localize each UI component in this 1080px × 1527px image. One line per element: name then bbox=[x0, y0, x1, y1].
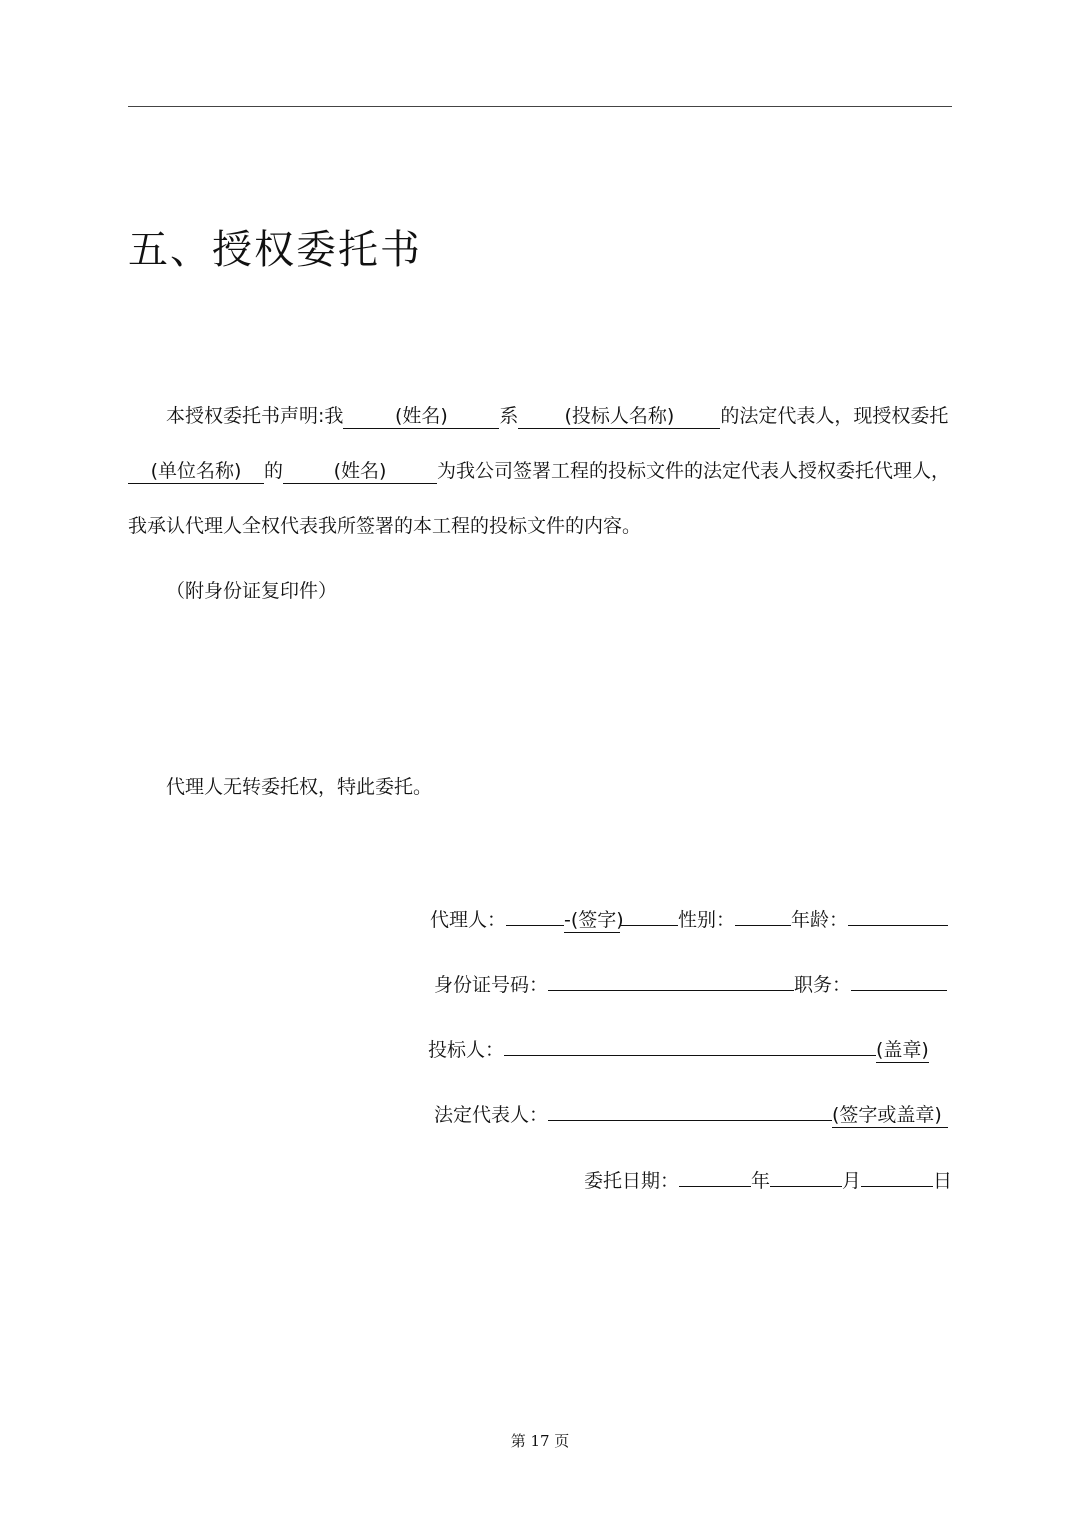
bidder-name-field: (投标人名称) bbox=[518, 404, 720, 429]
gender-label: 性别： bbox=[678, 909, 736, 931]
declaration-text: 本授权委托书声明:我 bbox=[166, 405, 344, 427]
agent-blank-2 bbox=[620, 903, 678, 926]
id-number-label: 身份证号码： bbox=[434, 974, 549, 996]
agent-row bbox=[430, 903, 948, 934]
position-blank bbox=[851, 968, 947, 991]
age-label: 年龄： bbox=[791, 909, 849, 931]
de-text: 的 bbox=[264, 460, 284, 482]
page-title: 五、授权委托书 bbox=[128, 227, 422, 273]
agent-sign-note: -(签字) bbox=[564, 909, 624, 931]
header-rule bbox=[128, 106, 952, 107]
id-row bbox=[434, 968, 947, 999]
para1-line1 bbox=[166, 402, 948, 430]
legal-rep-label: 法定代表人： bbox=[434, 1104, 549, 1126]
year-label: 年 bbox=[751, 1170, 771, 1192]
legal-rep-text: 的法定代表人，现授权委托 bbox=[720, 405, 949, 427]
attachment-note: （附身份证复印件） bbox=[166, 580, 338, 602]
bidder-label: 投标人： bbox=[428, 1039, 505, 1061]
gender-blank bbox=[735, 903, 791, 926]
date-row bbox=[584, 1164, 952, 1195]
month-label: 月 bbox=[842, 1170, 862, 1192]
sign-or-seal-note: (签字或盖章) bbox=[832, 1103, 948, 1128]
unit-name-field: (单位名称) bbox=[128, 459, 264, 484]
id-number-blank bbox=[548, 968, 794, 991]
authorization-text: 为我公司签署工程的投标文件的法定代表人授权委托代理人， bbox=[437, 460, 951, 482]
bidder-row bbox=[428, 1033, 929, 1064]
para1-line2 bbox=[128, 457, 950, 485]
age-blank bbox=[848, 903, 948, 926]
para1-line3: 我承认代理人全权代表我所签署的本工程的投标文件的内容。 bbox=[128, 515, 642, 537]
day-label: 日 bbox=[933, 1170, 953, 1192]
position-label: 职务： bbox=[794, 974, 852, 996]
page-number: 第 17 页 bbox=[510, 1432, 570, 1450]
name-field: (姓名) bbox=[343, 404, 499, 429]
year-blank bbox=[679, 1164, 751, 1187]
legal-rep-row bbox=[434, 1098, 948, 1129]
of-text: 系 bbox=[499, 405, 519, 427]
bidder-blank bbox=[504, 1033, 876, 1056]
date-label: 委托日期： bbox=[584, 1170, 680, 1192]
legal-rep-blank bbox=[548, 1098, 832, 1121]
day-blank bbox=[861, 1164, 933, 1187]
agent-label: 代理人： bbox=[430, 909, 507, 931]
agent-name-field: (姓名) bbox=[283, 459, 437, 484]
month-blank bbox=[770, 1164, 842, 1187]
seal-note: (盖章) bbox=[876, 1039, 929, 1061]
no-subdelegation-text: 代理人无转委托权，特此委托。 bbox=[166, 776, 433, 798]
agent-blank bbox=[506, 903, 564, 926]
